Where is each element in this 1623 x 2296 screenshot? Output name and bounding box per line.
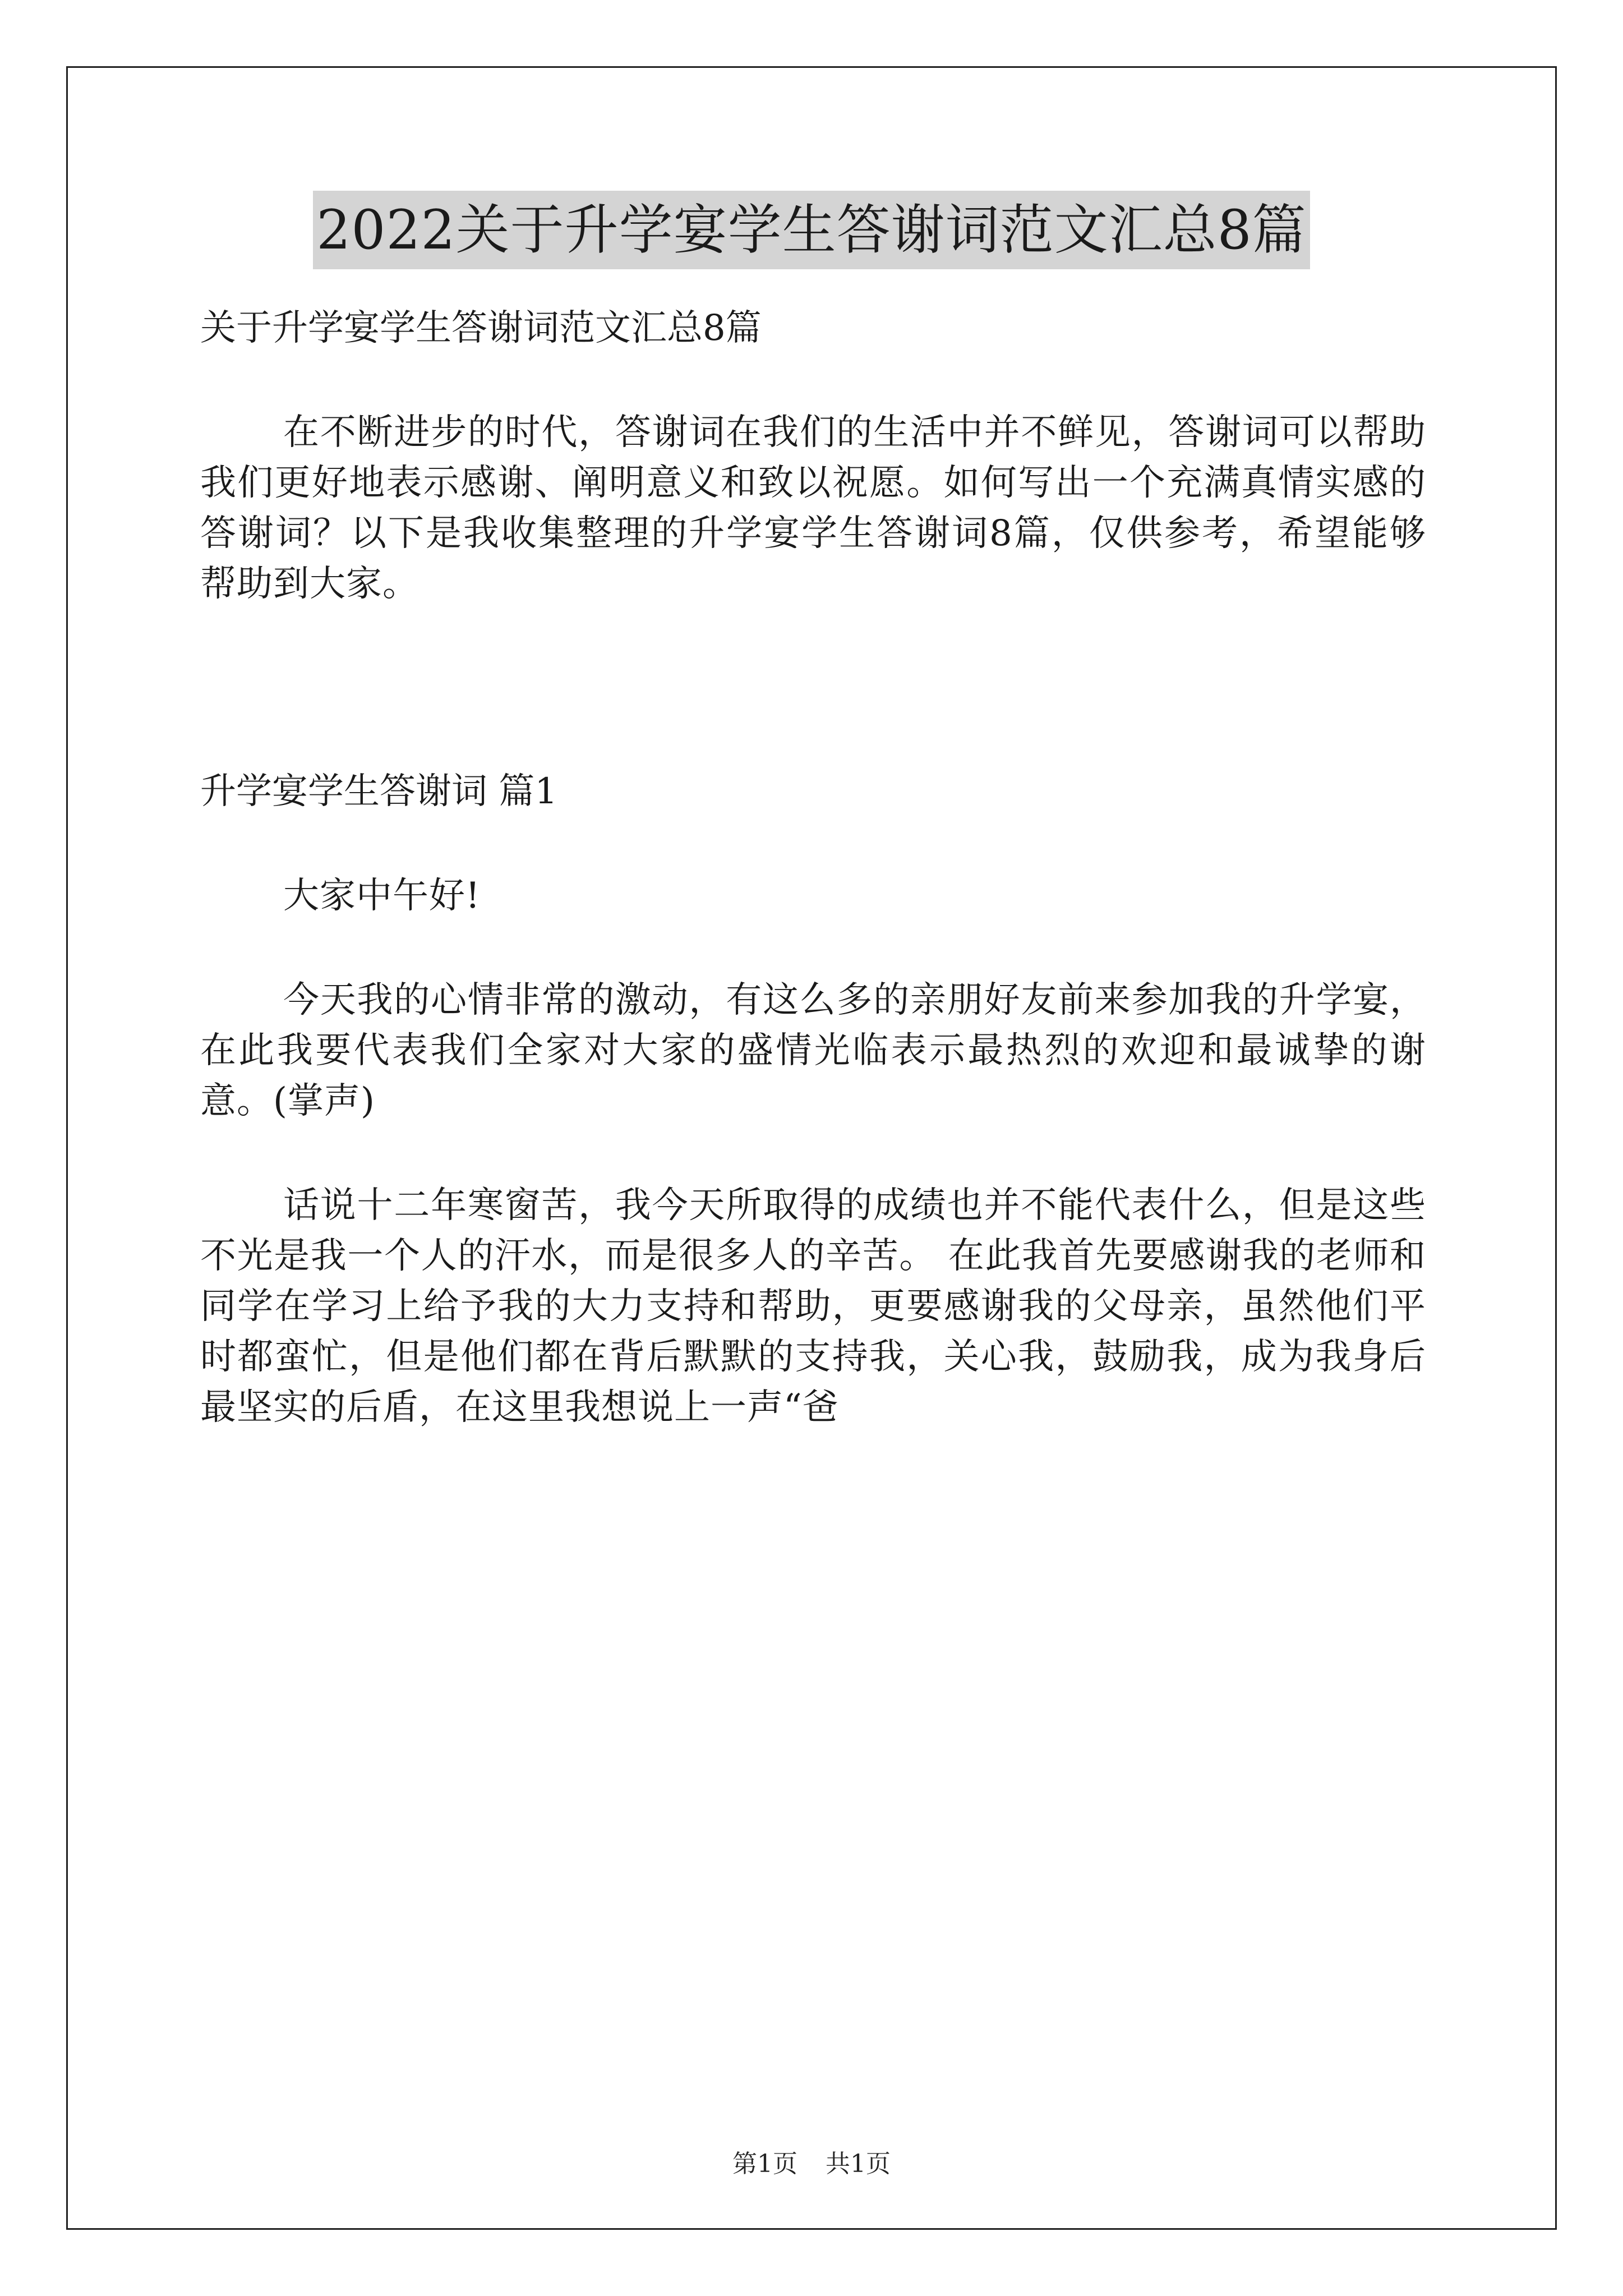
document-subtitle: 关于升学宴学生答谢词范文汇总8篇 xyxy=(200,307,762,349)
section-heading: 升学宴学生答谢词 篇1 xyxy=(200,771,558,812)
paragraph-greeting: 大家中午好! xyxy=(283,875,481,917)
page-footer xyxy=(0,2147,1623,2181)
page-number-current: 第1页 xyxy=(732,2150,797,2178)
page-number-total: 共1页 xyxy=(826,2150,891,2178)
title-wrap xyxy=(0,191,1623,269)
paragraph-gratitude: 话说十二年寒窗苦，我今天所取得的成绩也并不能代表什么，但是这些不光是我一个人的汗水，而是很多人的辛苦。 在此我首先要感谢我的老师和同学在学习上给予我的大力支持和帮助，更要感谢我的父母亲，虽然他们平时都蛮忙，但是他们都在背后默默的支持我，关心我，鼓励我，成为我身后最坚实的后盾，在这里我想说上一声“爸 xyxy=(200,1185,1426,1428)
intro-paragraph: 在不断进步的时代，答谢词在我们的生活中并不鲜见，答谢词可以帮助我们更好地表示感谢、阐明意义和致以祝愿。如何写出一个充满真情实感的答谢词？以下是我收集整理的升学宴学生答谢词8篇，仅供参考，希望能够帮助到大家。 xyxy=(200,412,1426,605)
document-body xyxy=(200,303,1426,1487)
document-title: 2022关于升学宴学生答谢词范文汇总8篇 xyxy=(313,191,1310,269)
paragraph-thanks: 今天我的心情非常的激动，有这么多的亲朋好友前来参加我的升学宴，在此我要代表我们全家对大家的盛情光临表示最热烈的欢迎和最诚挚的谢意。(掌声) xyxy=(200,979,1426,1122)
